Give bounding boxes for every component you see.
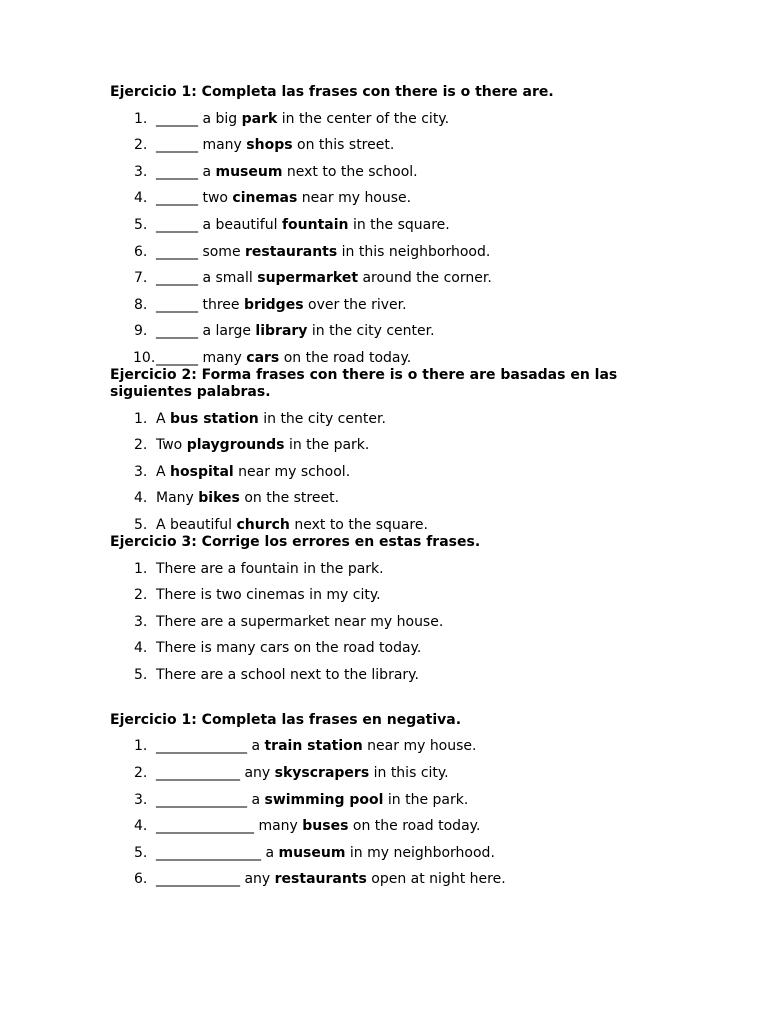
worksheet xyxy=(110,84,650,888)
list-item xyxy=(110,234,650,261)
list-item xyxy=(110,428,650,455)
text-before: two xyxy=(198,190,233,207)
answer-blank: ______ xyxy=(156,349,198,366)
text-after: in the park. xyxy=(284,437,370,454)
answer-blank: ______ xyxy=(156,323,198,340)
list-item xyxy=(110,507,650,534)
list-item xyxy=(110,481,650,508)
list-item xyxy=(110,181,650,208)
keyword: train station xyxy=(264,738,363,755)
text-after: in the center of the city. xyxy=(277,110,450,127)
keyword: supermarket xyxy=(257,270,359,287)
item-number: 8. xyxy=(134,296,148,313)
answer-blank: ______________ xyxy=(156,818,254,835)
keyword: bus station xyxy=(170,410,259,427)
list-item xyxy=(110,604,650,631)
text-after: near my house. xyxy=(362,738,477,755)
answer-blank: ______ xyxy=(156,137,198,154)
item-number: 6. xyxy=(134,871,148,888)
text-before: a beautiful xyxy=(198,216,282,233)
list-item xyxy=(110,755,650,782)
item-number: 3. xyxy=(134,613,148,630)
keyword: skyscrapers xyxy=(274,765,370,782)
answer-blank: ______ xyxy=(156,296,198,313)
keyword: swimming pool xyxy=(264,791,384,808)
text-after: near my house. xyxy=(297,190,412,207)
keyword: park xyxy=(241,110,278,127)
text-before: a xyxy=(198,163,216,180)
exercise-negative-heading: Ejercicio 1: Completa las frases en negativa. xyxy=(110,711,462,728)
text-before: any xyxy=(240,871,275,888)
keyword: cars xyxy=(246,349,280,366)
item-number: 6. xyxy=(134,243,148,260)
list-item xyxy=(110,729,650,756)
list-item xyxy=(110,207,650,234)
exercise-negative-list xyxy=(110,729,650,889)
text-after: next to the school. xyxy=(282,163,418,180)
list-item xyxy=(110,782,650,809)
exercise-3-section xyxy=(110,534,650,684)
exercise-2-section xyxy=(110,367,650,534)
item-text xyxy=(156,411,386,428)
exercise-3-heading: Ejercicio 3: Corrige los errores en estas frases. xyxy=(110,533,481,550)
item-number: 4. xyxy=(134,490,148,507)
item-text xyxy=(156,517,428,534)
text-before: many xyxy=(254,818,303,835)
item-number: 3. xyxy=(134,163,148,180)
list-item xyxy=(110,340,650,367)
list-item xyxy=(110,809,650,836)
item-text: There are a fountain in the park. xyxy=(156,560,384,577)
list-item xyxy=(110,578,650,605)
item-text xyxy=(156,792,468,809)
item-number: 1. xyxy=(134,110,148,127)
heading-line-1: Ejercicio 2: Forma frases con there is o there are basadas en las xyxy=(110,366,618,383)
text-after: in the city center. xyxy=(258,410,386,427)
keyword: playgrounds xyxy=(186,437,285,454)
item-number: 2. xyxy=(134,765,148,782)
item-text xyxy=(156,137,394,154)
exercise-1-list xyxy=(110,101,650,367)
item-text xyxy=(156,490,339,507)
text-after: on the street. xyxy=(239,490,340,507)
text-after: over the river. xyxy=(303,296,407,313)
section-spacer xyxy=(110,684,650,712)
item-number: 2. xyxy=(134,137,148,154)
keyword: museum xyxy=(215,163,283,180)
text-after: in the square. xyxy=(348,216,450,233)
keyword: bikes xyxy=(198,490,240,507)
list-item xyxy=(110,128,650,155)
answer-blank: ______ xyxy=(156,243,198,260)
text-before: A xyxy=(156,463,171,480)
item-text xyxy=(156,350,411,367)
exercise-negative-section xyxy=(110,712,650,889)
answer-blank: ______ xyxy=(156,163,198,180)
item-text xyxy=(156,464,350,481)
text-before: many xyxy=(198,137,247,154)
item-number: 5. xyxy=(134,516,148,533)
answer-blank: _____________ xyxy=(156,791,247,808)
text-before: a xyxy=(247,791,265,808)
text-before: a big xyxy=(198,110,242,127)
text-before: A xyxy=(156,410,171,427)
keyword: museum xyxy=(278,844,346,861)
list-item xyxy=(110,551,650,578)
item-text: There are a supermarket near my house. xyxy=(156,613,444,630)
answer-blank: ______ xyxy=(156,270,198,287)
answer-blank: ____________ xyxy=(156,765,240,782)
text-before: any xyxy=(240,765,275,782)
answer-blank: ______ xyxy=(156,110,198,127)
text-after: on the road today. xyxy=(348,818,481,835)
item-number: 5. xyxy=(134,844,148,861)
text-before: many xyxy=(198,349,247,366)
list-item xyxy=(110,657,650,684)
item-text xyxy=(156,765,449,782)
item-text xyxy=(156,871,506,888)
item-number: 1. xyxy=(134,410,148,427)
exercise-1-section xyxy=(110,84,650,367)
text-after: in my neighborhood. xyxy=(345,844,495,861)
text-after: open at night here. xyxy=(366,871,506,888)
exercise-2-list xyxy=(110,401,650,534)
keyword: library xyxy=(255,323,308,340)
item-number: 1. xyxy=(134,738,148,755)
exercise-2-heading xyxy=(110,367,650,401)
answer-blank: ____________ xyxy=(156,871,240,888)
exercise-1-heading: Ejercicio 1: Completa las frases con there is o there are. xyxy=(110,84,554,100)
text-after: in this city. xyxy=(369,765,449,782)
list-item xyxy=(110,314,650,341)
list-item xyxy=(110,631,650,658)
keyword: church xyxy=(236,516,290,533)
item-number: 5. xyxy=(134,666,148,683)
keyword: restaurants xyxy=(245,243,338,260)
item-number: 5. xyxy=(134,216,148,233)
text-after: in the park. xyxy=(383,791,469,808)
text-before: some xyxy=(198,243,246,260)
text-before: Many xyxy=(156,490,199,507)
text-after: on the road today. xyxy=(279,349,412,366)
keyword: fountain xyxy=(281,216,349,233)
list-item xyxy=(110,401,650,428)
keyword: shops xyxy=(246,137,293,154)
list-item xyxy=(110,862,650,889)
item-number: 3. xyxy=(134,463,148,480)
item-number: 2. xyxy=(134,437,148,454)
item-number: 9. xyxy=(134,323,148,340)
item-text xyxy=(156,818,480,835)
keyword: buses xyxy=(302,818,349,835)
keyword: cinemas xyxy=(232,190,298,207)
keyword: bridges xyxy=(243,296,304,313)
item-text xyxy=(156,244,490,261)
item-text: There is many cars on the road today. xyxy=(156,640,422,657)
list-item xyxy=(110,154,650,181)
text-after: in the city center. xyxy=(307,323,435,340)
text-after: in this neighborhood. xyxy=(337,243,491,260)
item-text xyxy=(156,297,407,314)
answer-blank: ______ xyxy=(156,216,198,233)
keyword: hospital xyxy=(170,463,234,480)
text-before: A beautiful xyxy=(156,516,237,533)
text-after: near my school. xyxy=(233,463,351,480)
text-after: next to the square. xyxy=(289,516,428,533)
text-after: on this street. xyxy=(292,137,395,154)
item-number: 4. xyxy=(134,190,148,207)
text-before: a small xyxy=(198,270,258,287)
item-text: There is two cinemas in my city. xyxy=(156,587,381,604)
answer-blank: _______________ xyxy=(156,844,261,861)
list-item xyxy=(110,454,650,481)
list-item xyxy=(110,101,650,128)
item-text xyxy=(156,190,411,207)
item-number: 4. xyxy=(134,640,148,657)
text-before: three xyxy=(198,296,244,313)
item-text xyxy=(156,217,450,234)
item-number: 2. xyxy=(134,587,148,604)
item-number: 1. xyxy=(134,560,148,577)
item-number: 4. xyxy=(134,818,148,835)
keyword: restaurants xyxy=(274,871,367,888)
text-before: Two xyxy=(156,437,187,454)
item-text xyxy=(156,845,495,862)
list-item xyxy=(110,261,650,288)
answer-blank: ______ xyxy=(156,190,198,207)
item-text: There are a school next to the library. xyxy=(156,666,419,683)
item-number: 7. xyxy=(134,270,148,287)
item-text xyxy=(156,164,418,181)
list-item xyxy=(110,835,650,862)
text-before: a large xyxy=(198,323,256,340)
exercise-3-list xyxy=(110,551,650,684)
heading-line-2: siguientes palabras. xyxy=(110,383,271,400)
item-text xyxy=(156,738,476,755)
item-number: 3. xyxy=(134,791,148,808)
item-text xyxy=(156,323,435,340)
item-text xyxy=(156,437,369,454)
text-before: a xyxy=(261,844,279,861)
item-text xyxy=(156,270,492,287)
list-item xyxy=(110,287,650,314)
item-text xyxy=(156,111,449,128)
item-number: 10. xyxy=(133,349,156,366)
text-after: around the corner. xyxy=(358,270,492,287)
answer-blank: _____________ xyxy=(156,738,247,755)
text-before: a xyxy=(247,738,265,755)
